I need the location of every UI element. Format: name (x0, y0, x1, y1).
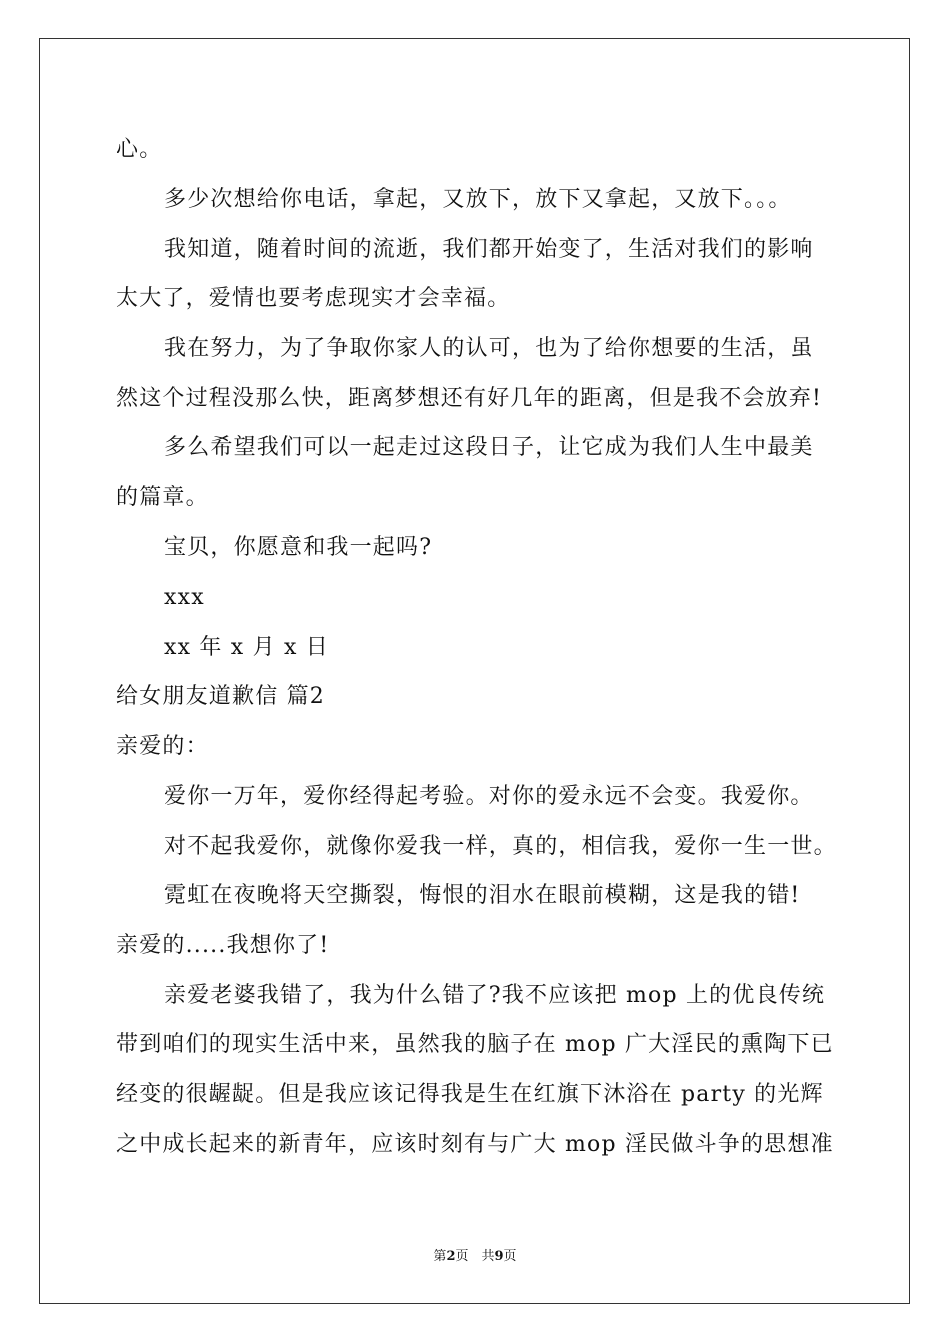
footer-prefix: 第 (433, 1249, 447, 1264)
current-page-number: 2 (446, 1249, 456, 1264)
text-line-8: 的篇章。 (116, 485, 209, 510)
text-line-19: 带到咱们的现实生活中来，虽然我的脑子在 mop 广大淫民的熏陶下已 (116, 1032, 834, 1057)
signature-line: xxx (164, 585, 205, 610)
text-line-1: 心。 (116, 137, 163, 162)
text-line-21: 之中成长起来的新青年，应该时刻有与广大 mop 淫民做斗争的思想准 (116, 1132, 834, 1157)
text-line-6: 然这个过程没那么快，距离梦想还有好几年的距离，但是我不会放弃! (116, 386, 823, 411)
page-number-footer (0, 1248, 950, 1266)
salutation: 亲爱的： (116, 734, 209, 759)
text-line-2: 多少次想给你电话，拿起，又放下，放下又拿起，又放下。。。 (164, 187, 792, 212)
text-line-14: 爱你一万年，爱你经得起考验。对你的爱永远不会变。我爱你。 (164, 784, 814, 809)
text-line-4: 太大了，爱情也要考虑现实才会幸福。 (116, 286, 511, 311)
text-line-3: 我知道，随着时间的流逝，我们都开始变了，生活对我们的影响 (164, 237, 814, 262)
text-line-16: 霓虹在夜晚将天空撕裂，悔恨的泪水在眼前模糊，这是我的错! (164, 883, 801, 908)
total-page-number: 9 (494, 1249, 504, 1264)
text-line-17: 亲爱的.....我想你了! (116, 933, 330, 958)
text-line-7: 多么希望我们可以一起走过这段日子，让它成为我们人生中最美 (164, 435, 814, 460)
section-title: 给女朋友道歉信 篇2 (116, 684, 325, 709)
footer-suffix: 页 (503, 1249, 517, 1264)
footer-mid: 页 共 (455, 1249, 495, 1264)
text-line-5: 我在努力，为了争取你家人的认可，也为了给你想要的生活，虽 (164, 336, 814, 361)
text-line-18: 亲爱老婆我错了，我为什么错了?我不应该把 mop 上的优良传统 (164, 983, 826, 1008)
text-line-20: 经变的很龌龊。但是我应该记得我是生在红旗下沐浴在 party 的光辉 (116, 1082, 824, 1107)
page-border (39, 38, 910, 1304)
text-line-15: 对不起我爱你，就像你爱我一样，真的，相信我，爱你一生一世。 (164, 834, 837, 859)
date-line: xx 年 x 月 x 日 (164, 635, 329, 660)
text-line-9: 宝贝，你愿意和我一起吗? (164, 535, 433, 560)
